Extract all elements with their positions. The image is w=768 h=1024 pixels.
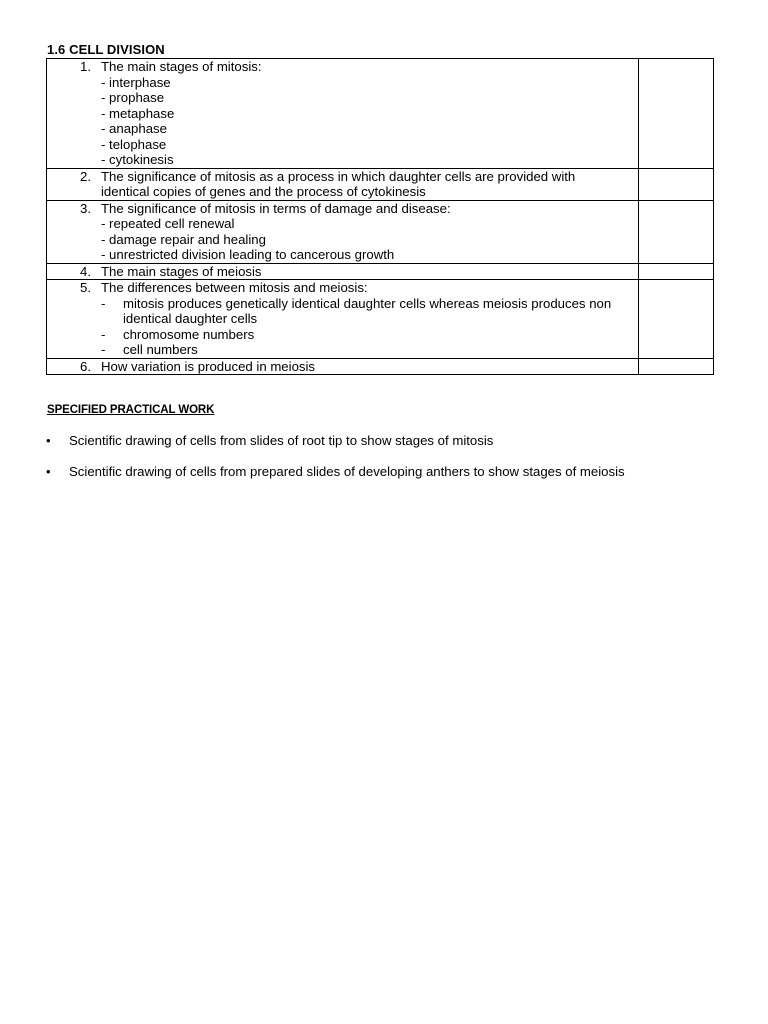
content-cell bbox=[47, 280, 639, 359]
check-cell[interactable] bbox=[639, 263, 714, 280]
item-number: 5. bbox=[80, 280, 91, 295]
practical-work-heading: SPECIFIED PRACTICAL WORK bbox=[47, 404, 215, 416]
content-cell bbox=[47, 200, 639, 263]
check-cell[interactable] bbox=[639, 59, 714, 169]
check-cell[interactable] bbox=[639, 280, 714, 359]
sub-item: - telophase bbox=[101, 136, 167, 152]
section-title: 1.6 CELL DIVISION bbox=[47, 42, 165, 57]
check-cell[interactable] bbox=[639, 168, 714, 200]
sub-item: - cytokinesis bbox=[101, 152, 174, 167]
item-text: The differences between mitosis and meiosis: bbox=[101, 280, 368, 295]
sub-item: - unrestricted division leading to cancerous growth bbox=[101, 247, 395, 262]
item-text: The main stages of meiosis bbox=[101, 263, 262, 279]
specification-table bbox=[46, 58, 714, 375]
list-item bbox=[46, 433, 726, 449]
sub-item: - metaphase bbox=[101, 105, 175, 121]
table-row bbox=[47, 358, 714, 375]
item-number: 6. bbox=[80, 358, 91, 374]
sub-item: - prophase bbox=[101, 90, 165, 105]
bullet-icon: • bbox=[46, 433, 51, 448]
dash-marker: - bbox=[101, 326, 106, 342]
item-number: 3. bbox=[80, 200, 91, 216]
table-row bbox=[47, 59, 714, 169]
item-text: The significance of mitosis in terms of damage and disease: bbox=[101, 200, 451, 216]
item-text: The main stages of mitosis: bbox=[101, 59, 262, 74]
table-row bbox=[47, 168, 714, 200]
sub-item: - anaphase bbox=[101, 121, 167, 136]
content-cell bbox=[47, 59, 639, 169]
sub-item: - damage repair and healing bbox=[101, 231, 266, 247]
dash-item-text: chromosome numbers bbox=[123, 326, 255, 342]
content-cell bbox=[47, 263, 639, 280]
dash-item bbox=[101, 327, 624, 343]
table-row bbox=[47, 263, 714, 280]
item-text: The significance of mitosis as a process in which daughter cells are provided with identical copies of genes and the process of cytokinesis bbox=[101, 168, 576, 199]
dash-marker: - bbox=[101, 342, 106, 357]
sub-item: - repeated cell renewal bbox=[101, 216, 235, 231]
list-item-text: Scientific drawing of cells from prepared slides of developing anthers to show stages of meiosis bbox=[69, 464, 625, 479]
check-cell[interactable] bbox=[639, 200, 714, 263]
dash-item-text: cell numbers bbox=[123, 342, 198, 357]
dash-item-text: mitosis produces genetically identical daughter cells whereas meiosis produces non identical daughter cells bbox=[123, 295, 612, 326]
item-number: 1. bbox=[80, 59, 91, 74]
check-cell[interactable] bbox=[639, 358, 714, 375]
table-row bbox=[47, 200, 714, 263]
item-number: 4. bbox=[80, 263, 91, 279]
list-item-text: Scientific drawing of cells from slides of root tip to show stages of mitosis bbox=[69, 433, 494, 448]
dash-marker: - bbox=[101, 295, 106, 311]
list-item bbox=[46, 464, 726, 480]
practical-work-list bbox=[46, 433, 726, 480]
item-number: 2. bbox=[80, 168, 91, 184]
bullet-icon: • bbox=[46, 464, 51, 479]
item-text: How variation is produced in meiosis bbox=[101, 358, 316, 374]
sub-item: - interphase bbox=[101, 74, 171, 90]
dash-item bbox=[101, 342, 624, 358]
table-row bbox=[47, 280, 714, 359]
content-cell bbox=[47, 358, 639, 375]
content-cell bbox=[47, 168, 639, 200]
dash-item bbox=[101, 296, 624, 327]
